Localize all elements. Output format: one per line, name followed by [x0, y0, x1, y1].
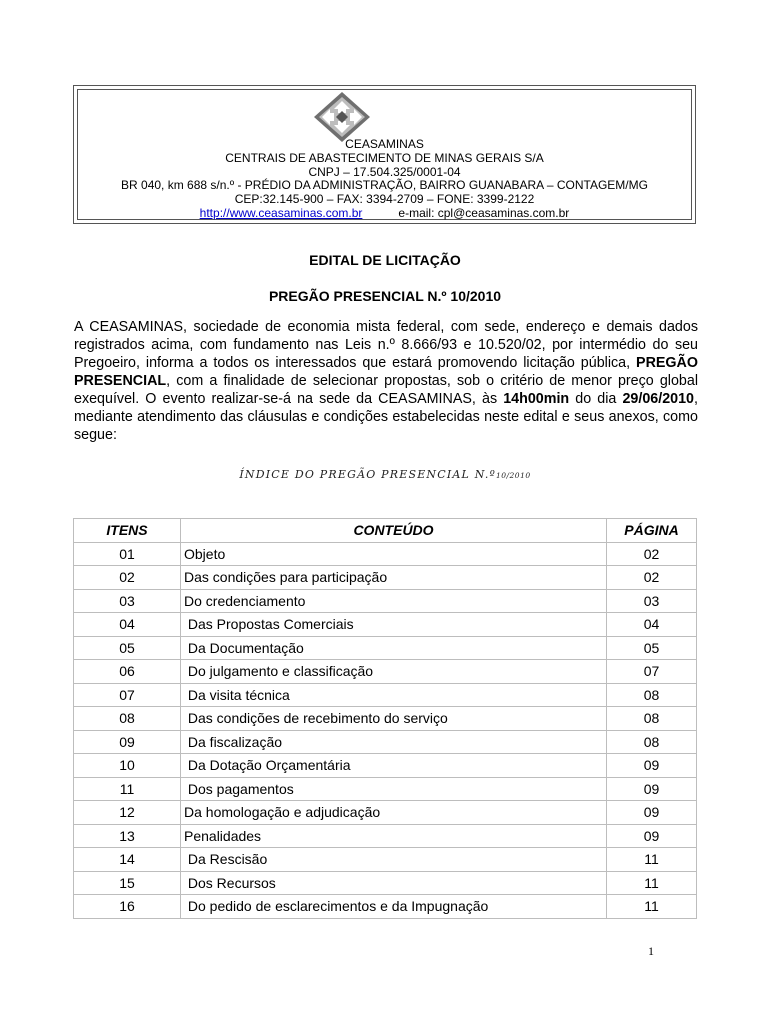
item-content: Da Rescisão: [181, 848, 607, 872]
item-number: 16: [74, 895, 181, 919]
item-content: Dos pagamentos: [181, 777, 607, 801]
table-row: [74, 636, 697, 660]
item-content: Do julgamento e classificação: [181, 660, 607, 684]
content-header: CONTEÚDO: [181, 519, 607, 543]
table-row: [74, 589, 697, 613]
intro-paragraph: A CEASAMINAS, sociedade de economia mista federal, com sede, endereço e demais dados registrados acima, com fundamento nas Leis n.º 8.666/93 e 10.520/02, por intermédio do seu Pregoeiro, informa a todos os interessados que estará promovendo licitação pública, PREGÃO PRESENCIAL, com a finalidade de selecionar propostas, sob o critério de menor preço global exequível. O evento realizar-se-á na sede da CEASAMINAS, às 14h00min do dia 29/06/2010, mediante atendimento das cláusulas e condições estabelecidas neste edital e seus anexos, como segue:: [74, 319, 698, 443]
item-content: Penalidades: [181, 824, 607, 848]
address-line: BR 040, km 688 s/n.º - PRÉDIO DA ADMINISTRAÇÃO, BAIRRO GUANABARA – CONTAGEM/MG: [121, 178, 648, 192]
item-content: Da homologação e adjudicação: [181, 801, 607, 825]
item-number: 09: [74, 730, 181, 754]
table-row: [74, 801, 697, 825]
item-page: 11: [607, 871, 697, 895]
item-page: 02: [607, 542, 697, 566]
item-content: Da visita técnica: [181, 683, 607, 707]
table-row: [74, 730, 697, 754]
table-row: [74, 660, 697, 684]
contact-line: CEP:32.145-900 – FAX: 3394-2709 – FONE: 3399-2122: [234, 192, 535, 206]
item-number: 11: [74, 777, 181, 801]
item-page: 02: [607, 566, 697, 590]
item-page: 11: [607, 848, 697, 872]
item-page: 09: [607, 777, 697, 801]
item-content: Da fiscalização: [181, 730, 607, 754]
items-header: ITENS: [74, 519, 181, 543]
item-content: Das condições de recebimento do serviço: [181, 707, 607, 731]
table-row: [74, 777, 697, 801]
table-row: [74, 871, 697, 895]
table-row: [74, 613, 697, 637]
item-page: 08: [607, 707, 697, 731]
table-header-row: [74, 519, 697, 543]
item-number: 14: [74, 848, 181, 872]
item-number: 03: [74, 589, 181, 613]
index-title: ÍNDICE DO PREGÃO PRESENCIAL N.º10/2010: [239, 468, 531, 481]
table-row: [74, 683, 697, 707]
item-number: 02: [74, 566, 181, 590]
table-row: [74, 542, 697, 566]
item-content: Do credenciamento: [181, 589, 607, 613]
item-number: 08: [74, 707, 181, 731]
item-number: 07: [74, 683, 181, 707]
table-row: [74, 566, 697, 590]
item-content: Das Propostas Comerciais: [181, 613, 607, 637]
page-number: 1: [648, 944, 654, 958]
item-page: 09: [607, 801, 697, 825]
item-number: 13: [74, 824, 181, 848]
item-content: Das condições para participação: [181, 566, 607, 590]
edital-title: EDITAL DE LICITAÇÃO: [309, 252, 461, 268]
table-row: [74, 754, 697, 778]
item-page: 05: [607, 636, 697, 660]
page-header: PÁGINA: [607, 519, 697, 543]
org-short-name: CEASAMINAS: [345, 137, 424, 151]
item-page: 04: [607, 613, 697, 637]
item-number: 10: [74, 754, 181, 778]
website-link[interactable]: http://www.ceasaminas.com.br: [199, 206, 363, 220]
table-row: [74, 707, 697, 731]
item-number: 06: [74, 660, 181, 684]
org-full-name: CENTRAIS DE ABASTECIMENTO DE MINAS GERAIS S/A: [225, 151, 544, 165]
item-page: 03: [607, 589, 697, 613]
item-content: Dos Recursos: [181, 871, 607, 895]
item-page: 11: [607, 895, 697, 919]
item-page: 07: [607, 660, 697, 684]
table-row: [74, 895, 697, 919]
contents-table: [73, 518, 697, 919]
item-number: 05: [74, 636, 181, 660]
item-content: Da Dotação Orçamentária: [181, 754, 607, 778]
item-number: 12: [74, 801, 181, 825]
item-page: 09: [607, 824, 697, 848]
ceasaminas-logo-icon: [313, 91, 371, 143]
item-number: 04: [74, 613, 181, 637]
item-number: 01: [74, 542, 181, 566]
item-page: 09: [607, 754, 697, 778]
item-content: Da Documentação: [181, 636, 607, 660]
table-body: [74, 542, 697, 918]
table-row: [74, 848, 697, 872]
cnpj-line: CNPJ – 17.504.325/0001-04: [308, 165, 461, 179]
item-content: Objeto: [181, 542, 607, 566]
web-email-line: [73, 206, 696, 220]
item-page: 08: [607, 683, 697, 707]
item-number: 15: [74, 871, 181, 895]
item-content: Do pedido de esclarecimentos e da Impugnação: [181, 895, 607, 919]
item-page: 08: [607, 730, 697, 754]
pregao-title: PREGÃO PRESENCIAL N.º 10/2010: [268, 288, 502, 304]
table-row: [74, 824, 697, 848]
email-text: e-mail: cpl@ceasaminas.com.br: [398, 206, 570, 220]
